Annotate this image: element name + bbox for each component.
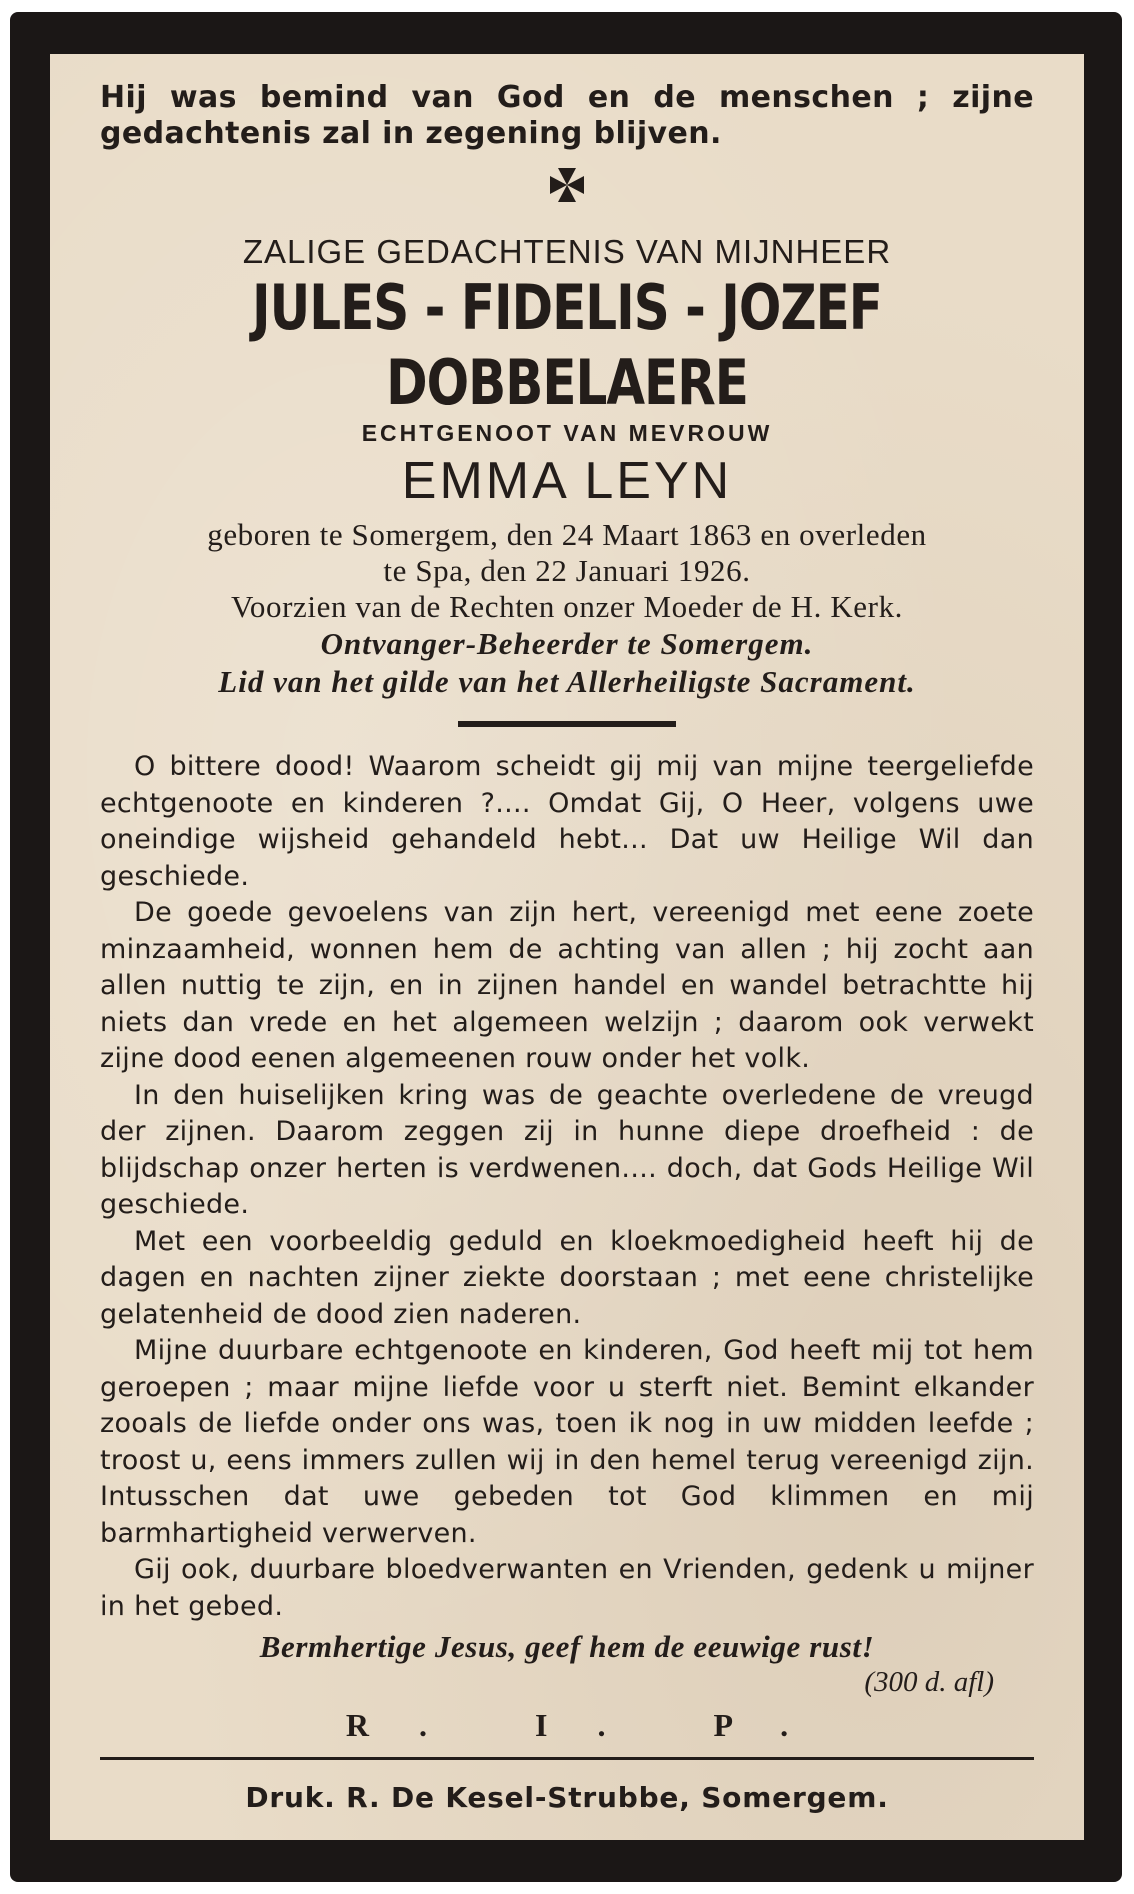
role-line-2: Lid van het gilde van het Allerheiligste Sacrament. <box>218 664 916 699</box>
intro-verse: Hij was bemind van God en de menschen ; zijne gedachtenis zal in zegening blijven. <box>100 80 1034 151</box>
spouse-label: ECHTGENOOT VAN MEVROUW <box>361 420 773 446</box>
birth-death-line-2: te Spa, den 22 Januari 1926. <box>383 553 751 588</box>
deceased-name: JULES - FIDELIS - JOZEF DOBBELAERE <box>252 271 882 419</box>
indulgence-note: (300 d. afl) <box>864 1666 994 1698</box>
short-divider <box>458 721 676 727</box>
sacraments-line: Voorzien van de Rechten onzer Moeder de H. Kerk. <box>230 589 904 624</box>
card-paper <box>50 54 1084 1840</box>
maltese-cross-icon <box>100 166 1034 211</box>
paragraph: Gij ook, duurbare bloedverwanten en Vrienden, gedenk u mijner in het gebed. <box>100 1554 1034 1622</box>
paragraph: Met een voorbeeldig geduld en kloekmoedigheid heeft hij de dagen en nachten zijner ziekte doorstaan ; met eene christelijke gelatenheid de dood zien naderen. <box>100 1225 1034 1330</box>
long-divider <box>100 1757 1034 1760</box>
paragraph: O bittere dood! Waarom scheidt gij mij van mijne teergeliefde echtgenoote en kinderen ?.... Omdat Gij, O Heer, volgens uwe oneindige wijsheid gehandeld hebt... Dat uw Heilige Wil dan geschiede. <box>100 751 1034 892</box>
birth-death-line-1: geboren te Somergem, den 24 Maart 1863 en overleden <box>207 517 927 552</box>
maltese-cross-icon-graphic <box>548 166 586 204</box>
paragraph: Mijne duurbare echtgenoote en kinderen, God heeft mij tot hem geroepen ; maar mijne liefde voor u sterft niet. Bemint elkander zooals de liefde onder ons was, toen ik nog in uw midden leefde ; troost u, eens immers zullen wij in den hemel terug vereenigd zijn. Intusschen dat uwe gebeden tot God klimmen en mij barmhartigheid verwerven. <box>100 1335 1034 1549</box>
rip-mark: R. I. P. <box>345 1707 839 1743</box>
memorial-card <box>10 12 1122 1882</box>
paragraph: De goede gevoelens van zijn hert, vereenigd met eene zoete minzaamheid, wonnen hem de achting van allen ; hij zocht aan allen nuttig te zijn, en in zijnen handel en wandel betrachtte hij niets dan vrede en het algemeen welzijn ; daarom ook verwekt zijne dood eenen algemeenen rouw onder het volk. <box>100 897 1034 1074</box>
spouse-name: EMMA LEYN <box>401 452 733 510</box>
printer-credit: Druk. R. De Kesel-Strubbe, Somergem. <box>245 1781 889 1814</box>
memorial-heading: ZALIGE GEDACHTENIS VAN MIJNHEER <box>242 233 892 270</box>
role-line-1: Ontvanger-Beheerder te Somergem. <box>320 626 814 661</box>
closing-prayer: Bermhertige Jesus, geef hem de eeuwige rust! <box>259 1629 875 1664</box>
paragraph: In den huiselijken kring was de geachte overledene de vreugd der zijnen. Daarom zeggen zij in hunne diepe droefheid : de blijdschap onzer herten is verdwenen.... doch, dat Gods Heilige Wil geschiede. <box>100 1079 1034 1220</box>
